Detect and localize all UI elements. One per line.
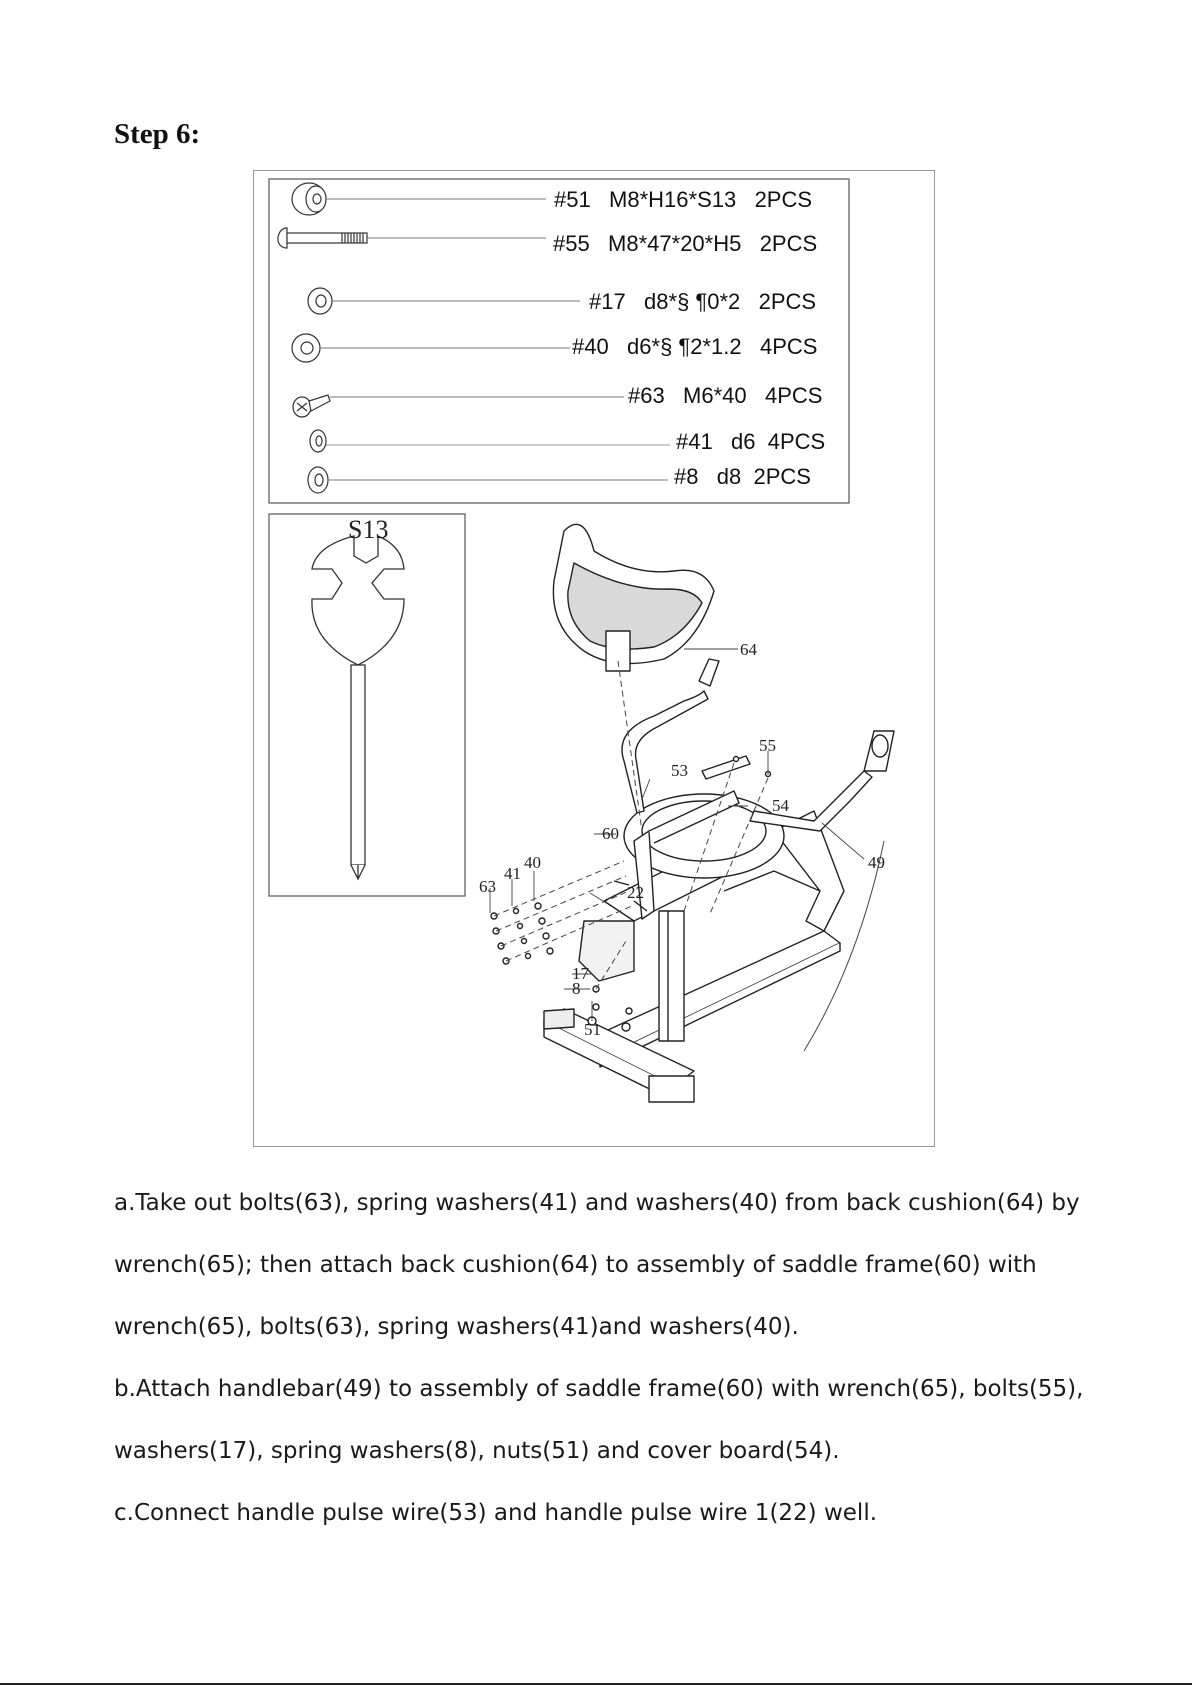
callout-41: 41 [504, 864, 521, 883]
part-label-55: #55 M8*47*20*H5 2PCS [553, 231, 818, 256]
nut-icon [292, 183, 326, 215]
callout-22: 22 [627, 883, 644, 902]
callout-17: 17 [572, 964, 589, 983]
instruction-line: b.Attach handlebar(49) to assembly of saddle frame(60) with wrench(65), bolts(55), [114, 1376, 1084, 1402]
screw-icon [293, 395, 330, 417]
part-label-8: #8 d8 2PCS [674, 464, 811, 489]
assembly-drawing [254, 171, 936, 1148]
part-label-63: #63 M6*40 4PCS [628, 383, 823, 408]
assembly-figure [253, 170, 935, 1147]
instruction-line: a.Take out bolts(63), spring washers(41) and washers(40) from back cushion(64) by [114, 1190, 1080, 1216]
callout-8: 8 [572, 979, 581, 998]
washer-icon [308, 288, 332, 314]
callout-55: 55 [759, 736, 776, 755]
callout-54: 54 [772, 796, 789, 815]
step-title: Step 6: [114, 118, 201, 150]
part-label-41: #41 d6 4PCS [676, 429, 826, 454]
part-label-17: #17 d8*§ ¶0*2 2PCS [589, 289, 817, 314]
instruction-line: c.Connect handle pulse wire(53) and handle pulse wire 1(22) well. [114, 1500, 878, 1526]
spring-washer-icon [310, 430, 326, 452]
callout-40: 40 [524, 853, 541, 872]
callout-63: 63 [479, 877, 496, 896]
wrench-size-label: S13 [348, 515, 389, 544]
wrench-icon [312, 536, 404, 879]
callout-64: 64 [740, 640, 757, 659]
washer-icon [292, 334, 320, 362]
part-label-51: #51 M8*H16*S13 2PCS [554, 187, 813, 212]
instruction-line: wrench(65), bolts(63), spring washers(41)and washers(40). [114, 1314, 799, 1340]
instruction-line: washers(17), spring washers(8), nuts(51) and cover board(54). [114, 1438, 840, 1464]
instructions [114, 1172, 1114, 1544]
callout-49: 49 [868, 853, 885, 872]
callout-60: 60 [602, 824, 619, 843]
spring-washer-icon [308, 467, 328, 493]
part-label-40: #40 d6*§ ¶2*1.2 4PCS [572, 334, 818, 359]
callout-51: 51 [584, 1020, 601, 1039]
bike-assembly-icon [491, 524, 894, 1102]
callout-53: 53 [671, 761, 688, 780]
instruction-line: wrench(65); then attach back cushion(64) to assembly of saddle frame(60) with [114, 1252, 1037, 1278]
bolt-icon [278, 228, 367, 248]
